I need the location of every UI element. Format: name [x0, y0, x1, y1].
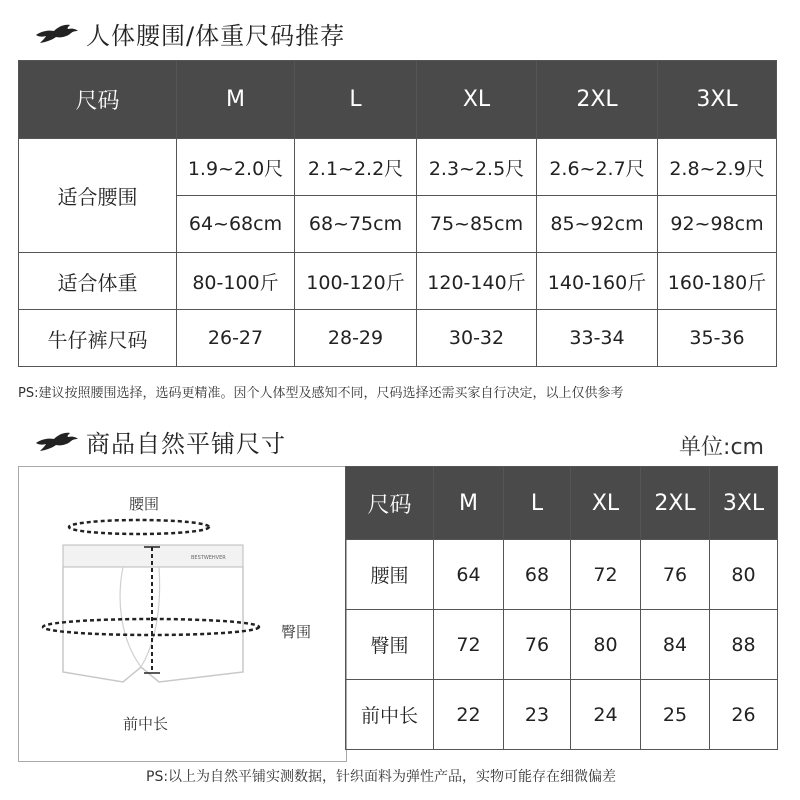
waist-measure-ellipse: [69, 520, 209, 534]
header-cell: L: [504, 467, 571, 540]
table-cell: 2.1~2.2尺: [295, 139, 417, 196]
header-cell: 3XL: [710, 467, 778, 540]
table-cell: 26: [710, 680, 778, 750]
table-cell: 80: [571, 610, 641, 680]
header-cell: 2XL: [641, 467, 710, 540]
table-cell: 120-140斤: [417, 253, 537, 310]
table-cell: 22: [434, 680, 504, 750]
table-cell: 80-100斤: [177, 253, 295, 310]
table-cell: 68~75cm: [295, 196, 417, 253]
table-row: [346, 680, 778, 750]
header-cell: L: [295, 61, 417, 139]
row-label: 臀围: [346, 610, 434, 680]
table-cell: 85~92cm: [537, 196, 658, 253]
row-label-weight: 适合体重: [19, 253, 177, 310]
table-cell: 88: [710, 610, 778, 680]
table-row: [346, 540, 778, 610]
section-title: 人体腰围/体重尺码推荐: [86, 22, 346, 50]
front-rise-label: 前中长: [123, 715, 169, 733]
measurement-note: PS:以上为自然平铺实测数据，针织面料为弹性产品，实物可能存在细微偏差: [146, 769, 617, 785]
table-cell: 72: [571, 540, 641, 610]
boxer-brief-illustration: [19, 467, 346, 761]
table-cell: 64: [434, 540, 504, 610]
table-cell: 2.6~2.7尺: [537, 139, 658, 196]
header-cell: XL: [571, 467, 641, 540]
table-header-row: [19, 61, 777, 139]
row-label: 腰围: [346, 540, 434, 610]
header-cell: XL: [417, 61, 537, 139]
unit-label: 单位:cm: [679, 435, 764, 460]
horse-logo-icon: [34, 429, 80, 455]
header-cell: 3XL: [658, 61, 777, 139]
table-cell: 28-29: [295, 310, 417, 367]
header-cell: M: [177, 61, 295, 139]
table-cell: 64~68cm: [177, 196, 295, 253]
hip-label: 臀围: [281, 623, 312, 641]
table-row: [346, 610, 778, 680]
table-cell: 2.3~2.5尺: [417, 139, 537, 196]
table-row: [19, 310, 777, 367]
table-cell: 33-34: [537, 310, 658, 367]
header-cell: 2XL: [537, 61, 658, 139]
section-header-body-size: [34, 16, 345, 51]
table-cell: 68: [504, 540, 571, 610]
table-cell: 76: [504, 610, 571, 680]
garment-diagram: [18, 466, 347, 762]
table-cell: 75~85cm: [417, 196, 537, 253]
table-cell: 140-160斤: [537, 253, 658, 310]
horse-logo-icon: [34, 21, 80, 47]
table-cell: 84: [641, 610, 710, 680]
table-cell: 76: [641, 540, 710, 610]
table-cell: 160-180斤: [658, 253, 777, 310]
size-recommendation-table: [18, 60, 777, 367]
size-advice-note: PS:建议按照腰围选择，选码更精准。因个人体型及感知不同，尺码选择还需买家自行决定，以上仅供参考: [18, 386, 624, 401]
brand-text: BESTWEHVER: [191, 555, 226, 561]
waist-label: 腰围: [129, 495, 160, 513]
table-cell: 26-27: [177, 310, 295, 367]
table-row: [19, 253, 777, 310]
table-cell: 2.8~2.9尺: [658, 139, 777, 196]
table-cell: 80: [710, 540, 778, 610]
table-cell: 24: [571, 680, 641, 750]
row-label-jeans: 牛仔裤尺码: [19, 310, 177, 367]
table-row: [19, 139, 777, 196]
section-title: 商品自然平铺尺寸: [86, 430, 286, 458]
table-cell: 1.9~2.0尺: [177, 139, 295, 196]
header-cell: 尺码: [346, 467, 434, 540]
table-cell: 100-120斤: [295, 253, 417, 310]
pouch-seam: [120, 567, 160, 667]
table-cell: 23: [504, 680, 571, 750]
row-label: 前中长: [346, 680, 434, 750]
table-cell: 35-36: [658, 310, 777, 367]
flat-measurement-table: [345, 466, 778, 750]
table-cell: 30-32: [417, 310, 537, 367]
header-cell: M: [434, 467, 504, 540]
table-header-row: [346, 467, 778, 540]
header-cell: 尺码: [19, 61, 177, 139]
row-label-waist: 适合腰围: [19, 139, 177, 253]
table-cell: 92~98cm: [658, 196, 777, 253]
table-cell: 25: [641, 680, 710, 750]
table-cell: 72: [434, 610, 504, 680]
section-header-flat-size: [34, 424, 286, 459]
